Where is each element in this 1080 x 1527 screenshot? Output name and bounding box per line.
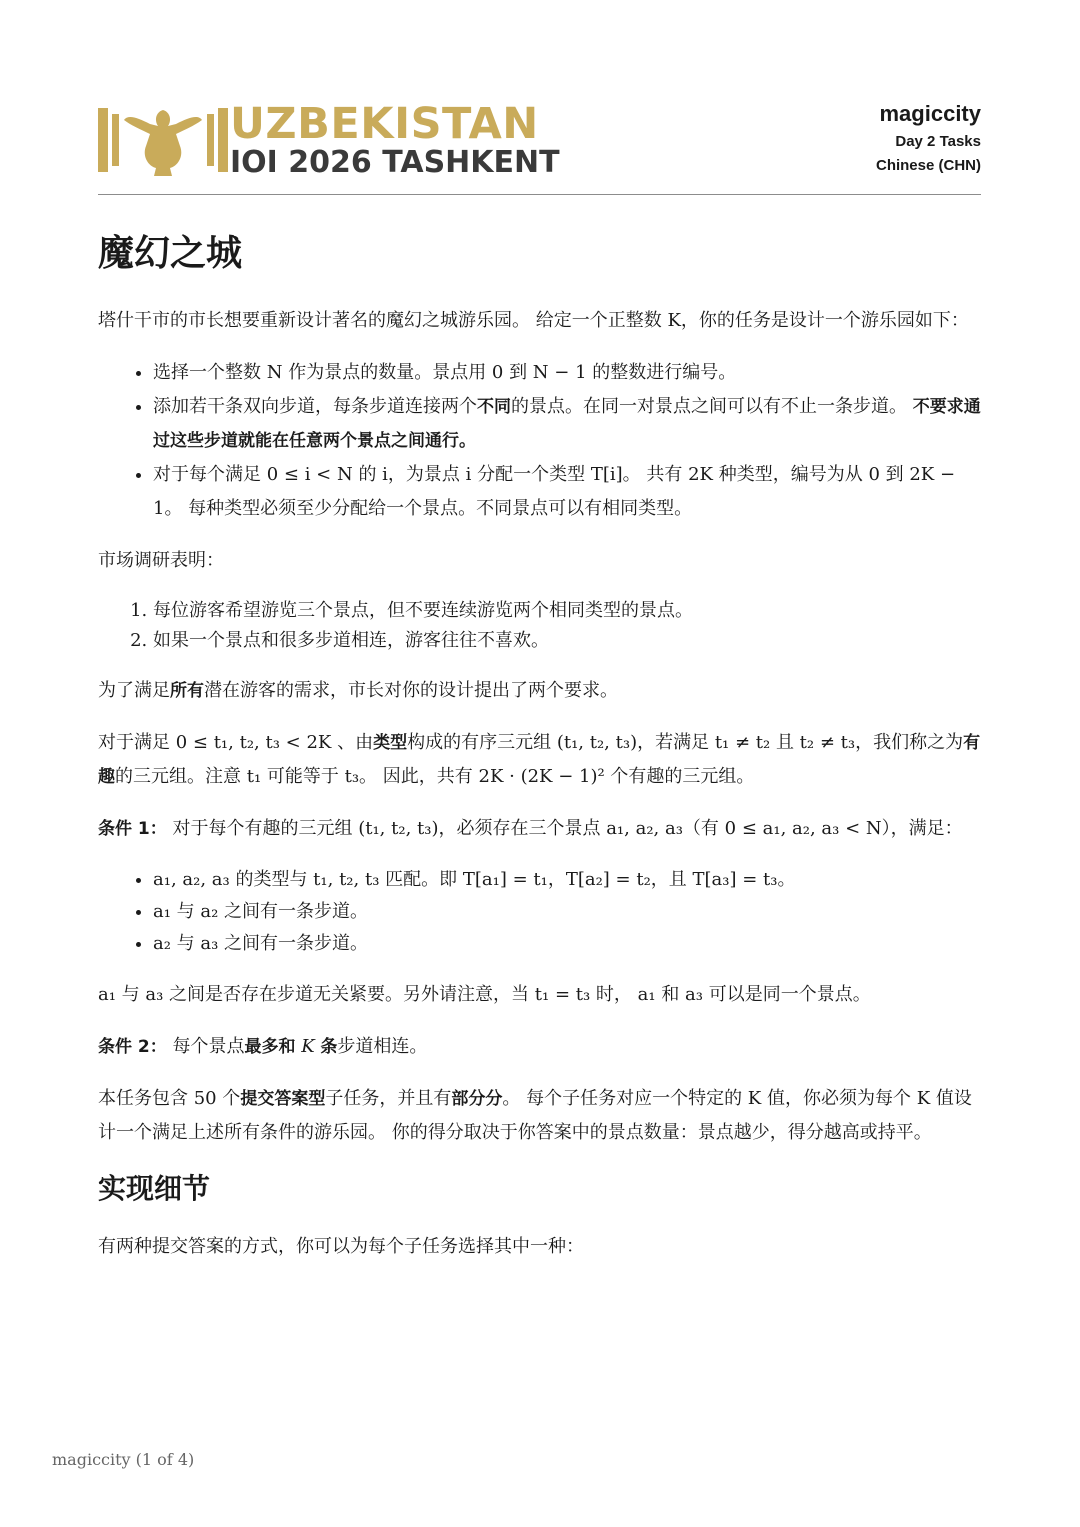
- emphasis-text: 类型: [373, 733, 408, 753]
- list-item: • 对于每个满足 0 ≤ i < N 的 i，为景点 i 分配一个类型 T[i]。 共有 2K 种类型，编号为从 0 到 2K − 1。 每种类型必须至少分配给一个景点。不同景点可以有相同类型。: [153, 458, 981, 526]
- language-label: Chinese (CHN): [875, 157, 981, 174]
- emphasis-text: 最多和: [244, 1037, 296, 1057]
- implementation-paragraph: 有两种提交答案的方式，你可以为每个子任务选择其中一种：: [98, 1236, 584, 1257]
- intro-paragraph: 塔什干市的市长想要重新设计著名的魔幻之城游乐园。 给定一个正整数 K，你的任务是设计一个游乐园如下：: [98, 310, 969, 331]
- list-item: 2. 如果一个景点和很多步道相连，游客往往不喜欢。: [153, 626, 981, 656]
- survey-label: 市场调研表明：: [98, 550, 224, 571]
- list-item: [153, 390, 981, 458]
- text-run: 构成的有序三元组 (t₁, t₂, t₃)，若满足 t₁ ≠ t₂ 且 t₂ ≠ t₃，我们称之为: [407, 732, 964, 753]
- text-run: 步道相连。: [337, 1036, 428, 1057]
- survey-list: [98, 596, 981, 656]
- text-run: 本任务包含 50 个: [98, 1088, 241, 1109]
- emphasis-text: 不要求通过这些步道就能在任意两个景点之间通行。: [153, 397, 981, 451]
- logo-event-text: IOI 2026 TASHKENT: [230, 145, 560, 180]
- list-item: • a₁ 与 a₂ 之间有一条步道。: [153, 896, 981, 928]
- emphasis-text: 部分分: [451, 1089, 503, 1109]
- text-run: 潜在游客的需求，市长对你的设计提出了两个要求。: [204, 680, 618, 701]
- text-run: 对于满足 0 ≤ t₁, t₂, t₃ < 2K 、由: [98, 732, 374, 753]
- header-task-info: [876, 98, 981, 178]
- list-item: 1. 每位游客希望游览三个景点，但不要连续游览两个相同类型的景点。: [153, 596, 981, 626]
- page-header: [98, 96, 981, 195]
- math-k: K: [295, 1036, 321, 1057]
- text-run: 。 每个子任务对应一个特定的 K 值，你必须为每个 K 值设计一个满足上述所有条件的游乐园。 你的得分取决于你答案中的景点数量：景点越少，得分越高或持平。: [98, 1088, 972, 1143]
- logo-country-text: UZBEKISTAN: [230, 99, 539, 149]
- text-run: 添加若干条双向步道，每条步道连接两个: [153, 396, 477, 417]
- emphasis-text: 有趣: [98, 733, 981, 787]
- page-footer: magiccity (1 of 4): [52, 1450, 195, 1469]
- day-label: Day 2 Tasks: [895, 133, 981, 150]
- text-run: 对于每个有趣的三元组 (t₁, t₂, t₃)，必须存在三个景点 a₁, a₂, a₃（有 0 ≤ a₁, a₂, a₃ < N），满足：: [172, 818, 963, 839]
- text-run: 的三元组。注意 t₁ 可能等于 t₃。 因此，共有 2K · (2K − 1)² 个有趣的三元组。: [115, 766, 755, 787]
- emphasis-text: 不同: [477, 397, 511, 417]
- ioi-logo: [98, 99, 618, 180]
- text-run: 为了满足: [98, 680, 170, 701]
- design-list: [98, 356, 981, 526]
- scoring-paragraph: [98, 1082, 981, 1150]
- text-run: 子任务，并且有: [325, 1088, 452, 1109]
- list-item: • a₁, a₂, a₃ 的类型与 t₁, t₂, t₃ 匹配。即 T[a₁] = t₁，T[a₂] = t₂，且 T[a₃] = t₃。: [153, 864, 981, 896]
- document-body: [98, 228, 981, 1282]
- implementation-heading: 实现细节: [98, 1172, 211, 1205]
- page-title: 魔幻之城: [98, 233, 243, 274]
- list-item: • 选择一个整数 N 作为景点的数量。景点用 0 到 N − 1 的整数进行编号。: [153, 356, 981, 390]
- emphasis-text: 提交答案型: [240, 1089, 326, 1109]
- interesting-definition: [98, 726, 981, 794]
- eagle-emblem-icon: [98, 100, 228, 180]
- condition-1: [98, 812, 981, 846]
- condition-1-label: 条件 1：: [98, 819, 167, 839]
- condition-1-list: [98, 864, 981, 960]
- emphasis-text: 条: [320, 1037, 338, 1057]
- list-item: • a₂ 与 a₃ 之间有一条步道。: [153, 928, 981, 960]
- text-run: 每个景点: [172, 1036, 245, 1057]
- condition-2: [98, 1030, 981, 1064]
- text-run: 的景点。在同一对景点之间可以有不止一条步道。: [511, 396, 907, 417]
- emphasis-text: 所有: [170, 681, 204, 701]
- condition-2-label: 条件 2：: [98, 1037, 167, 1057]
- note-paragraph: a₁ 与 a₃ 之间是否存在步道无关紧要。另外请注意，当 t₁ = t₃ 时， a₁ 和 a₃ 可以是同一个景点。: [98, 984, 871, 1005]
- requirements-paragraph: [98, 674, 981, 708]
- task-name: magiccity: [879, 101, 981, 126]
